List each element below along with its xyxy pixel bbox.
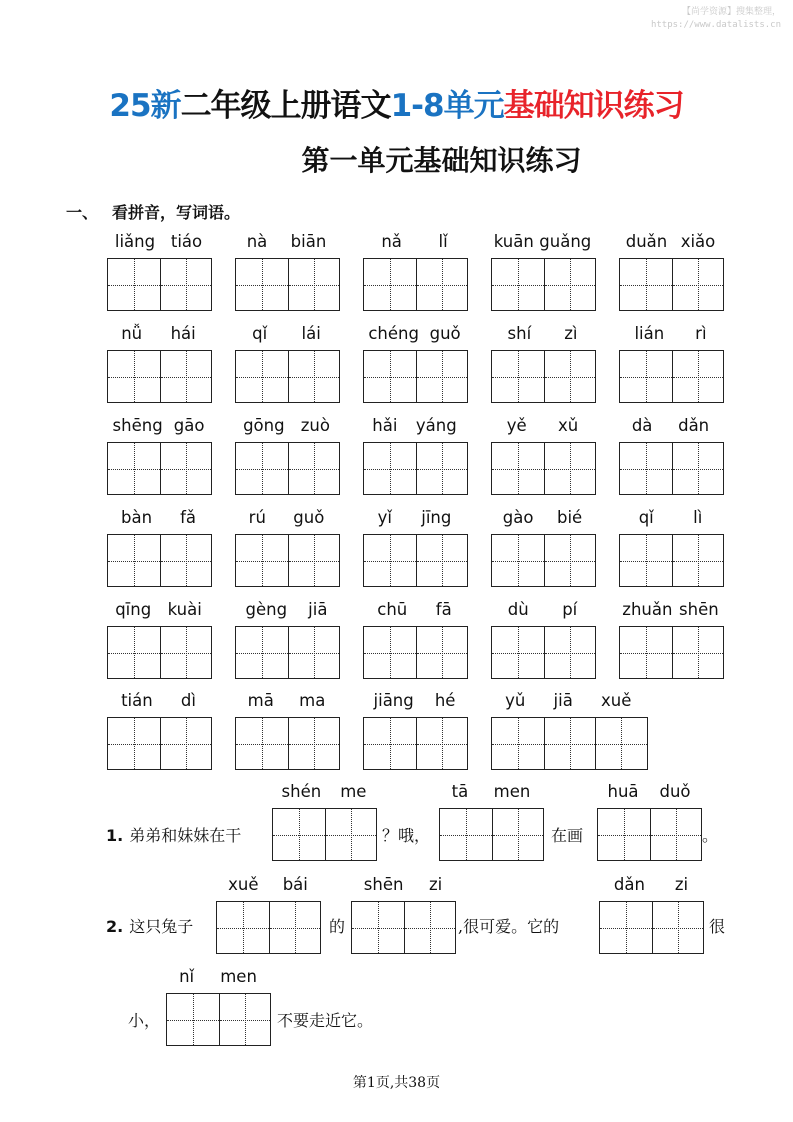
sentence-1-text-c: 在画 — [551, 826, 584, 845]
pinyin-syllable: kuān — [493, 232, 534, 251]
grid-cell[interactable] — [236, 535, 288, 586]
grid-cell[interactable] — [167, 994, 219, 1045]
writing-grid[interactable] — [491, 717, 648, 770]
grid-cell[interactable] — [620, 443, 672, 494]
pinyin-syllable: zhuǎn — [622, 600, 673, 619]
grid-cell[interactable] — [620, 259, 672, 310]
word-pinyin — [619, 600, 722, 622]
grid-cell[interactable] — [672, 627, 724, 678]
grid-cell[interactable] — [492, 809, 544, 860]
pinyin-syllable: dù — [507, 600, 529, 619]
grid-cell[interactable] — [108, 535, 160, 586]
grid-cell[interactable] — [364, 718, 416, 769]
grid-cell[interactable] — [544, 351, 596, 402]
pinyin-syllable: duǎn — [625, 232, 668, 251]
word-pinyin — [619, 508, 722, 530]
pinyin-syllable: gōng — [243, 416, 285, 435]
grid-cell[interactable] — [108, 443, 160, 494]
pinyin-syllable: chū — [377, 600, 408, 619]
writing-grid[interactable] — [491, 626, 596, 679]
word-pinyin — [235, 232, 338, 254]
grid-cell[interactable] — [492, 627, 544, 678]
grid-cell[interactable] — [269, 902, 321, 953]
grid-cell[interactable] — [288, 259, 340, 310]
grid-cell[interactable] — [364, 259, 416, 310]
word-pinyin — [107, 508, 210, 530]
pinyin-syllable: dǎn — [613, 875, 645, 894]
grid-cell[interactable] — [416, 535, 468, 586]
word-pinyin — [491, 508, 594, 530]
grid-cell[interactable] — [325, 809, 377, 860]
pinyin-syllable: shí — [507, 324, 532, 343]
pinyin-syllable: shēn — [363, 875, 404, 894]
grid-cell[interactable] — [273, 809, 325, 860]
sentence-2-text-b: 的 — [329, 917, 346, 936]
writing-grid[interactable] — [619, 350, 724, 403]
writing-grid[interactable] — [272, 808, 377, 861]
grid-cell[interactable] — [620, 627, 672, 678]
pinyin-syllable: men — [493, 782, 531, 801]
pinyin-syllable: nǐ — [179, 967, 195, 986]
sentence-1-lead — [106, 823, 241, 846]
word-pinyin — [491, 232, 594, 254]
word-pinyin — [107, 232, 210, 254]
grid-cell[interactable] — [672, 351, 724, 402]
sentence-2-text-a: 这只兔子 — [129, 917, 194, 936]
writing-grid[interactable] — [491, 258, 596, 311]
pinyin-syllable: xiǎo — [680, 232, 716, 251]
grid-cell[interactable] — [108, 627, 160, 678]
word-pinyin — [235, 600, 338, 622]
writing-grid[interactable] — [235, 626, 340, 679]
pinyin-syllable: yáng — [415, 416, 457, 435]
grid-cell[interactable] — [288, 535, 340, 586]
writing-grid[interactable] — [363, 626, 468, 679]
word-pinyin — [235, 324, 338, 346]
watermark-line-2: https://www.datalists.cn — [650, 20, 781, 30]
grid-cell[interactable] — [160, 351, 212, 402]
grid-cell[interactable] — [364, 627, 416, 678]
grid-cell[interactable] — [404, 902, 456, 953]
grid-cell[interactable] — [492, 259, 544, 310]
pinyin-syllable: dì — [180, 691, 196, 710]
grid-cell[interactable] — [160, 718, 212, 769]
grid-cell[interactable] — [672, 443, 724, 494]
grid-cell[interactable] — [236, 627, 288, 678]
word-pinyin — [491, 324, 594, 346]
writing-grid[interactable] — [107, 534, 212, 587]
pinyin-syllable: dà — [631, 416, 653, 435]
writing-grid[interactable] — [619, 534, 724, 587]
grid-cell[interactable] — [288, 351, 340, 402]
pinyin-syllable: tián — [121, 691, 153, 710]
writing-grid[interactable] — [363, 442, 468, 495]
grid-cell[interactable] — [492, 443, 544, 494]
grid-cell[interactable] — [416, 627, 468, 678]
blank-pinyin — [351, 875, 455, 897]
word-pinyin — [235, 416, 338, 438]
grid-cell[interactable] — [598, 809, 650, 860]
pinyin-syllable: shēn — [679, 600, 719, 619]
grid-cell[interactable] — [288, 718, 340, 769]
section-1-number: 一、 — [66, 203, 99, 222]
writing-grid[interactable] — [491, 534, 596, 587]
pinyin-syllable: tā — [451, 782, 469, 801]
sentence-2-text-d: 很 — [709, 917, 726, 936]
writing-grid[interactable] — [619, 626, 724, 679]
pinyin-syllable: hé — [434, 691, 456, 710]
grid-cell[interactable] — [160, 259, 212, 310]
grid-cell[interactable] — [544, 627, 596, 678]
pinyin-syllable: xuě — [601, 691, 632, 710]
pinyin-syllable: hái — [170, 324, 196, 343]
writing-grid[interactable] — [619, 442, 724, 495]
grid-cell[interactable] — [544, 718, 596, 769]
pinyin-syllable: zuò — [300, 416, 330, 435]
pinyin-syllable: yǐ — [377, 508, 392, 527]
writing-grid[interactable] — [235, 258, 340, 311]
word-pinyin — [235, 691, 338, 713]
page-number: 第1页,共38页 — [352, 1075, 441, 1091]
pinyin-syllable: mā — [247, 691, 274, 710]
pinyin-syllable: tiáo — [170, 232, 203, 251]
sentence-2-number: 2. — [106, 917, 124, 936]
pinyin-syllable: xǔ — [558, 416, 579, 435]
grid-cell[interactable] — [440, 809, 492, 860]
sentence-1-text-d: 。 — [702, 826, 719, 845]
writing-grid[interactable] — [107, 626, 212, 679]
sentence-2-text-c: ,很可爱。它的 — [458, 917, 560, 936]
word-pinyin — [107, 416, 210, 438]
grid-cell[interactable] — [416, 259, 468, 310]
grid-cell[interactable] — [352, 902, 404, 953]
watermark — [651, 6, 781, 32]
pinyin-syllable: hǎi — [372, 416, 398, 435]
pinyin-syllable: qīng — [115, 600, 152, 619]
grid-cell[interactable] — [416, 718, 468, 769]
pinyin-syllable: lái — [301, 324, 321, 343]
sentence-1-text-a: 弟弟和妹妹在干 — [129, 826, 242, 845]
word-pinyin — [107, 600, 210, 622]
sentence-2-text-e: 小， — [128, 1011, 161, 1030]
blank-pinyin — [439, 782, 543, 804]
pinyin-syllable: bié — [557, 508, 583, 527]
writing-grid[interactable] — [597, 808, 702, 861]
pinyin-syllable: gèng — [245, 600, 288, 619]
writing-grid[interactable] — [363, 258, 468, 311]
grid-cell[interactable] — [108, 351, 160, 402]
grid-cell[interactable] — [416, 443, 468, 494]
title-segment-topic: 基础知识练习 — [503, 88, 684, 124]
grid-cell[interactable] — [620, 351, 672, 402]
grid-cell[interactable] — [364, 535, 416, 586]
writing-grid[interactable] — [216, 901, 321, 954]
document-title — [0, 80, 793, 125]
pinyin-syllable: fǎ — [180, 508, 196, 527]
title-segment-grade-year: 25新 — [109, 88, 181, 124]
blank-pinyin — [272, 782, 376, 804]
blank-pinyin — [216, 875, 320, 897]
pinyin-syllable: yě — [506, 416, 527, 435]
pinyin-syllable: shén — [281, 782, 322, 801]
grid-cell[interactable] — [492, 535, 544, 586]
pinyin-syllable: bàn — [121, 508, 153, 527]
writing-grid[interactable] — [599, 901, 704, 954]
word-pinyin — [363, 416, 466, 438]
pinyin-syllable: shēng — [112, 416, 163, 435]
pinyin-syllable: chéng — [368, 324, 419, 343]
section-1-instruction: 看拼音，写词语。 — [112, 203, 241, 222]
writing-grid[interactable] — [363, 350, 468, 403]
sentence-2-text-f: 不要走近它。 — [277, 1011, 374, 1030]
pinyin-syllable: huā — [607, 782, 639, 801]
word-pinyin — [491, 691, 646, 713]
pinyin-syllable: biān — [290, 232, 327, 251]
sentence-1-text-b: ？哦， — [382, 826, 431, 845]
sentence-2-lead — [106, 914, 193, 937]
sentence-1-number: 1. — [106, 826, 124, 845]
word-pinyin — [619, 416, 722, 438]
writing-grid[interactable] — [363, 534, 468, 587]
grid-cell[interactable] — [160, 535, 212, 586]
pinyin-syllable: xuě — [228, 875, 259, 894]
writing-grid[interactable] — [107, 442, 212, 495]
writing-grid[interactable] — [235, 717, 340, 770]
pinyin-syllable: rú — [248, 508, 266, 527]
grid-cell[interactable] — [544, 535, 596, 586]
grid-cell[interactable] — [652, 902, 704, 953]
grid-cell[interactable] — [620, 535, 672, 586]
writing-grid[interactable] — [107, 258, 212, 311]
pinyin-syllable: liǎng — [114, 232, 156, 251]
word-pinyin — [619, 232, 722, 254]
word-pinyin — [619, 324, 722, 346]
grid-cell[interactable] — [160, 627, 212, 678]
word-pinyin — [363, 600, 466, 622]
grid-cell[interactable] — [288, 443, 340, 494]
grid-cell[interactable] — [108, 718, 160, 769]
pinyin-syllable: bái — [282, 875, 308, 894]
word-pinyin — [107, 324, 210, 346]
grid-cell[interactable] — [236, 718, 288, 769]
pinyin-syllable: duǒ — [659, 782, 691, 801]
grid-cell[interactable] — [160, 443, 212, 494]
pinyin-syllable: qǐ — [638, 508, 654, 527]
word-pinyin — [363, 691, 466, 713]
pinyin-syllable: rì — [695, 324, 707, 343]
grid-cell[interactable] — [600, 902, 652, 953]
word-pinyin — [363, 508, 466, 530]
unit-subtitle: 第一单元基础知识练习 — [301, 144, 582, 177]
grid-cell[interactable] — [595, 718, 647, 769]
pinyin-syllable: jiā — [553, 691, 573, 710]
writing-grid[interactable] — [351, 901, 456, 954]
pinyin-syllable: kuài — [167, 600, 202, 619]
grid-cell[interactable] — [544, 259, 596, 310]
pinyin-syllable: lián — [634, 324, 665, 343]
pinyin-syllable: zi — [428, 875, 443, 894]
pinyin-syllable: nǚ — [121, 324, 143, 343]
word-pinyin — [363, 324, 466, 346]
grid-cell[interactable] — [672, 535, 724, 586]
watermark-line-1: 【尚学资源】搜集整理， — [681, 7, 781, 17]
pinyin-syllable: guǒ — [293, 508, 325, 527]
pinyin-syllable: zi — [674, 875, 689, 894]
pinyin-syllable: me — [340, 782, 367, 801]
word-pinyin — [491, 600, 594, 622]
grid-cell[interactable] — [672, 259, 724, 310]
writing-grid[interactable] — [491, 442, 596, 495]
grid-cell[interactable] — [544, 443, 596, 494]
grid-cell[interactable] — [219, 994, 271, 1045]
word-pinyin — [491, 416, 594, 438]
grid-cell[interactable] — [236, 259, 288, 310]
pinyin-syllable: guǒ — [429, 324, 461, 343]
title-segment-units: 1-8单元 — [390, 88, 504, 124]
grid-cell[interactable] — [288, 627, 340, 678]
section-1-heading — [66, 200, 240, 223]
pinyin-syllable: gào — [502, 508, 534, 527]
pinyin-syllable: qǐ — [252, 324, 268, 343]
pinyin-syllable: lì — [693, 508, 703, 527]
word-pinyin — [363, 232, 466, 254]
pinyin-syllable: nà — [246, 232, 268, 251]
writing-grid[interactable] — [235, 442, 340, 495]
grid-cell[interactable] — [364, 443, 416, 494]
pinyin-syllable: ma — [299, 691, 326, 710]
pinyin-syllable: fā — [435, 600, 452, 619]
writing-grid[interactable] — [491, 350, 596, 403]
pinyin-syllable: nǎ — [381, 232, 402, 251]
pinyin-syllable: jiā — [308, 600, 328, 619]
writing-grid[interactable] — [235, 350, 340, 403]
pinyin-syllable: men — [220, 967, 257, 986]
grid-cell[interactable] — [236, 443, 288, 494]
writing-grid[interactable] — [619, 258, 724, 311]
writing-grid[interactable] — [107, 717, 212, 770]
pinyin-syllable: guǎng — [539, 232, 592, 251]
title-segment-course: 二年级上册语文 — [180, 88, 391, 124]
pinyin-syllable: dǎn — [678, 416, 710, 435]
grid-cell[interactable] — [236, 351, 288, 402]
writing-grid[interactable] — [235, 534, 340, 587]
blank-pinyin — [597, 782, 701, 804]
writing-grid[interactable] — [363, 717, 468, 770]
pinyin-syllable: lǐ — [438, 232, 448, 251]
word-pinyin — [107, 691, 210, 713]
pinyin-syllable: zì — [564, 324, 578, 343]
writing-grid[interactable] — [439, 808, 544, 861]
pinyin-syllable: gāo — [173, 416, 205, 435]
grid-cell[interactable] — [492, 718, 544, 769]
writing-grid[interactable] — [107, 350, 212, 403]
pinyin-syllable: jīng — [421, 508, 452, 527]
grid-cell[interactable] — [108, 259, 160, 310]
grid-cell[interactable] — [650, 809, 702, 860]
grid-cell[interactable] — [492, 351, 544, 402]
grid-cell[interactable] — [416, 351, 468, 402]
pinyin-syllable: yǔ — [505, 691, 526, 710]
blank-pinyin — [599, 875, 703, 897]
word-pinyin — [235, 508, 338, 530]
pinyin-syllable: pí — [562, 600, 578, 619]
pinyin-syllable: jiāng — [373, 691, 414, 710]
blank-pinyin — [166, 967, 270, 989]
grid-cell[interactable] — [217, 902, 269, 953]
grid-cell[interactable] — [364, 351, 416, 402]
writing-grid[interactable] — [166, 993, 271, 1046]
